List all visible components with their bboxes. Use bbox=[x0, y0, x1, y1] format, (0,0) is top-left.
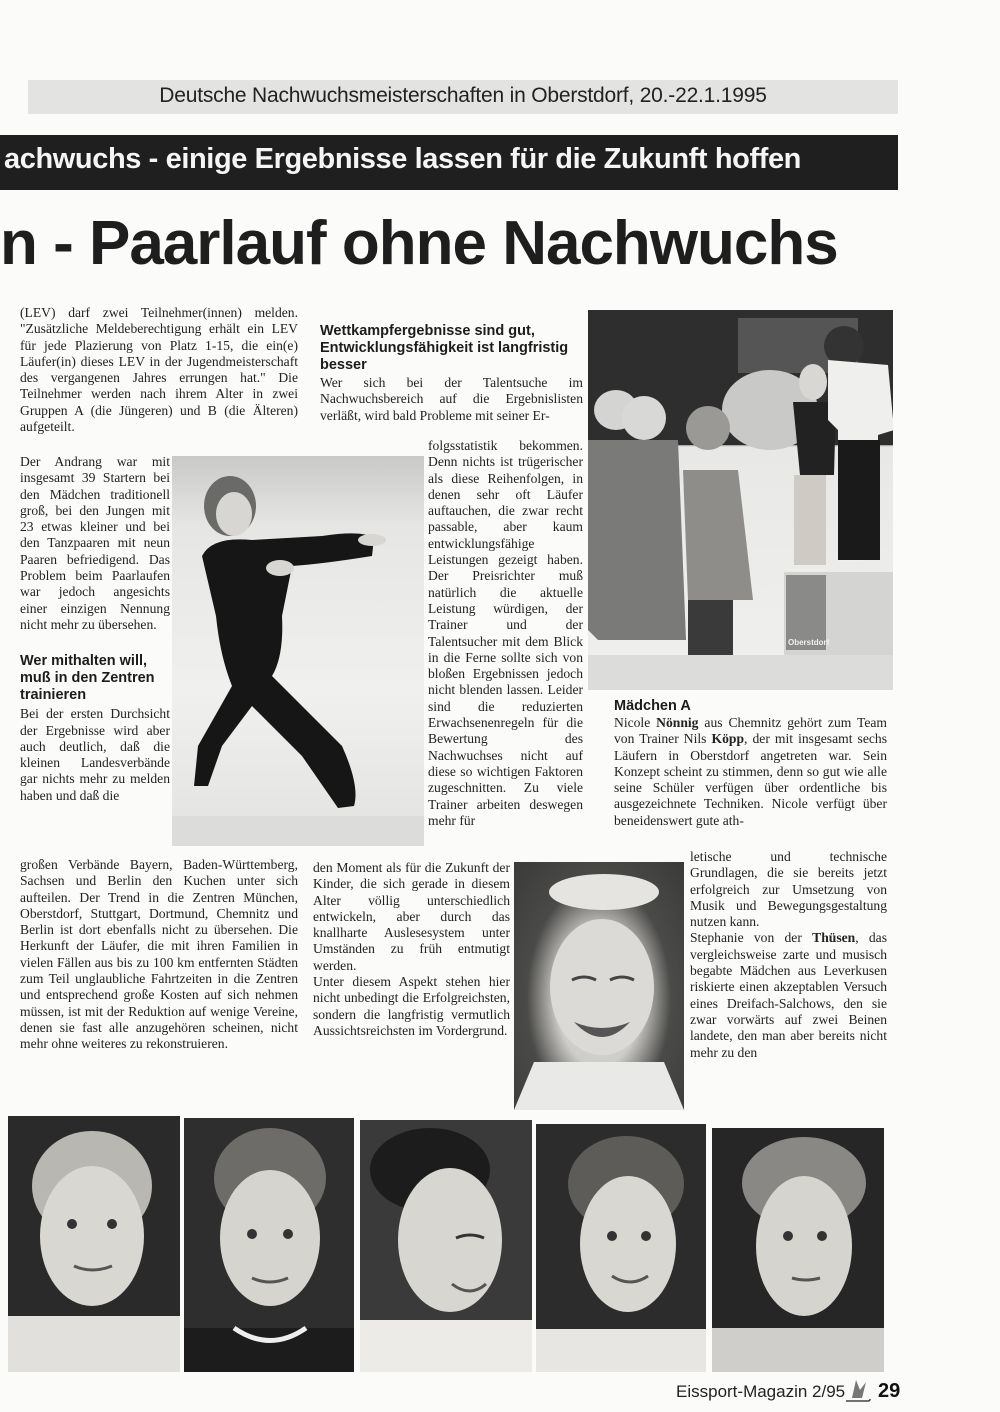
portrait-face-icon bbox=[514, 862, 684, 1110]
col3-p1-post: , der mit insgesamt sechs Läufern in Oberstdorf angetreten war. Sein Konzept scheint zu stimmen, denn so gut wie alle seine Schüler verfügen über ordentliche bis ausgezeichnete Techniken. Nicole verfügt über beneidenswert gute ath- bbox=[614, 731, 887, 828]
col3-p1-mid: aus Chemnitz gehört zum Team von Trainer Nils bbox=[614, 715, 887, 747]
portrait-4-face-icon bbox=[536, 1124, 706, 1372]
podium-scene-icon bbox=[588, 310, 893, 690]
col1-paragraph-1: (LEV) darf zwei Teilnehmer(innen) melden. "Zusätzliche Meldeberechtigung erhält ein LEV für jede Plazierung von Platz 1-15, die ein(e) Läufer(in) dieses LEV in der Jugendmeisterschaft des vergangenen Jahres errungen hat." Die Teilnehmer werden nach ihrem Alter in zwei Gruppen A (die Jüngeren) und B (die Älteren) aufgeteilt. bbox=[20, 305, 298, 435]
column-1-narrow bbox=[20, 454, 170, 804]
band-title: achwuchs - einige Ergebnisse lassen für die Zukunft hoffen bbox=[4, 143, 801, 175]
column-3-narrow bbox=[690, 849, 887, 1061]
headline: n - Paarlauf ohne Nachwuchs bbox=[0, 209, 838, 278]
col3-paragraph-1 bbox=[614, 715, 887, 829]
portrait-3 bbox=[360, 1120, 532, 1372]
column-2-narrow bbox=[428, 438, 583, 829]
trainer-name-koepp: Köpp bbox=[711, 731, 745, 747]
col1-paragraph-3b: großen Verbände Bayern, Baden-Württemberg, Sachsen und Berlin den Kuchen unter sich aufteilen. Der Trend in die Zentren München, Oberstdorf, Stuttgart, Dortmund, Chemnitz und Berlin ist dort ebenfalls nicht zu übersehen. Die Herkunft der Läufer, die mit ihren Familien in vielen Fällen aus bis zu 100 km entfernten Städten zum Teil unglaubliche Fahrtzeiten in die Zentren und entsprechend große Kosten auf sich nehmen müssen, ist mit der Reduktion auf wenige Vereine, denen sie fast alle anzugehören scheinen, nicht mehr ohne weiteres zu rekonstruieren. bbox=[20, 857, 298, 1052]
col3-subhead: Mädchen A bbox=[614, 698, 691, 714]
portrait-1-face-icon bbox=[8, 1116, 180, 1372]
col3-paragraph-2 bbox=[690, 930, 887, 1060]
podium-sign-text: Oberstdorf bbox=[788, 638, 830, 647]
page-number: 29 bbox=[878, 1380, 901, 1402]
col3-p1-pre: Nicole bbox=[614, 715, 657, 730]
column-2-top bbox=[320, 323, 583, 424]
col2-subhead: Wettkampfergebnisse sind gut, Entwicklungsfähigkeit ist langfristig besser bbox=[320, 323, 569, 373]
kicker-text: Deutsche Nachwuchsmeisterschaften in Oberstdorf, 20.-22.1.1995 bbox=[159, 84, 767, 107]
portrait-2-face-icon bbox=[184, 1118, 354, 1372]
skater-figure-icon bbox=[172, 456, 424, 846]
col2-paragraph-2: Unter diesem Aspekt stehen hier nicht unbedingt die Erfolgreichsten, sondern die langfristig vermutlich Aussichtsreichsten im Vordergrund. bbox=[313, 974, 510, 1038]
title-band bbox=[0, 135, 898, 190]
portrait-2 bbox=[184, 1118, 354, 1372]
skater-photo bbox=[172, 456, 424, 846]
col3-paragraph-1-cont: letische und technische Grundlagen, die sie bereits jetzt erfolgreich zur Umsetzung von Musik und Bewegungsgestaltung nutzen kann. bbox=[690, 849, 887, 930]
portrait-laughing-girl bbox=[514, 862, 684, 1110]
kicker-banner bbox=[28, 80, 898, 114]
column-3-top bbox=[614, 698, 887, 829]
podium-photo bbox=[588, 310, 893, 690]
col1-paragraph-3a: Bei der ersten Durchsicht der Ergebnisse wird aber auch deutlich, daß die kleinen Landesverbände gar nichts mehr zu melden haben und daß die bbox=[20, 706, 170, 803]
column-1-bottom bbox=[20, 857, 298, 1053]
col1-paragraph-2: Der Andrang war mit insgesamt 39 Startern bei den Mädchen traditionell groß, bei den Jungen mit 23 etwas kleiner und bei den Tanzpaaren mit neun Paaren befriedigend. Das Problem beim Paarlaufen war jedoch angesichts einer einzigen Nennung nicht mehr zu übersehen. bbox=[20, 454, 170, 632]
col2-paragraph-1a: Wer sich bei der Talentsuche im Nachwuchsbereich auf die Ergebnislisten verläßt, wird bald Probleme mit seiner Er- bbox=[320, 375, 583, 423]
portrait-5-face-icon bbox=[712, 1128, 884, 1372]
col2-paragraph-1c: den Moment als für die Zukunft der Kinder, die sich gerade in diesem Alter völlig unterschiedlich entwickeln, aber durch das knallharte Auslesesystem unter Umständen zu früh entmutigt werden. bbox=[313, 860, 510, 973]
magazine-footer: Eissport-Magazin 2/95 bbox=[676, 1382, 846, 1401]
skater-name-noennig: Nönnig bbox=[656, 715, 699, 730]
portrait-4 bbox=[536, 1124, 706, 1372]
col1-subhead: Wer mithalten will, muß in den Zentren trainieren bbox=[20, 653, 155, 704]
skater-logo-icon bbox=[842, 1376, 872, 1411]
column-1-top bbox=[20, 305, 298, 435]
portrait-3-face-icon bbox=[360, 1120, 532, 1372]
col3-p2-post: , das vergleichsweise zarte und musisch begabte Mädchen aus Leverkusen riskierte einen akzeptablen Versuch eines Dreifach-Salchows, den sie zwar vorwärts auf zwei Beinen landete, den man aber bereits nicht mehr zu den bbox=[690, 930, 887, 1060]
column-2-bottom bbox=[313, 860, 510, 1039]
col3-p2-pre: Stephanie von der bbox=[690, 930, 813, 946]
portrait-1 bbox=[8, 1116, 180, 1372]
skater-name-thuesen: Thüsen bbox=[812, 930, 856, 946]
portrait-5 bbox=[712, 1128, 884, 1372]
col2-paragraph-1b: folgsstatistik bekommen. Denn nichts ist trügerischer als diese Reihenfolgen, in denen sehr oft Läufer auftauchen, die zwar recht passable, aber kaum entwicklungsfähige Leistungen gezeigt haben. Der Preisrichter muß natürlich die aktuelle Leistung würdigen, der Trainer und der Talentsucher mit dem Blick in die Ferne sollte sich von bloßen Ergebnissen jedoch nicht blenden lassen. Leider sind die reduzierten Erwachsenenregeln für die Bewertung des Nachwuchses nicht auf diese so wichtigen Faktoren zugeschnitten. Zu viele Trainer arbeiten deswegen mehr für bbox=[428, 438, 583, 828]
